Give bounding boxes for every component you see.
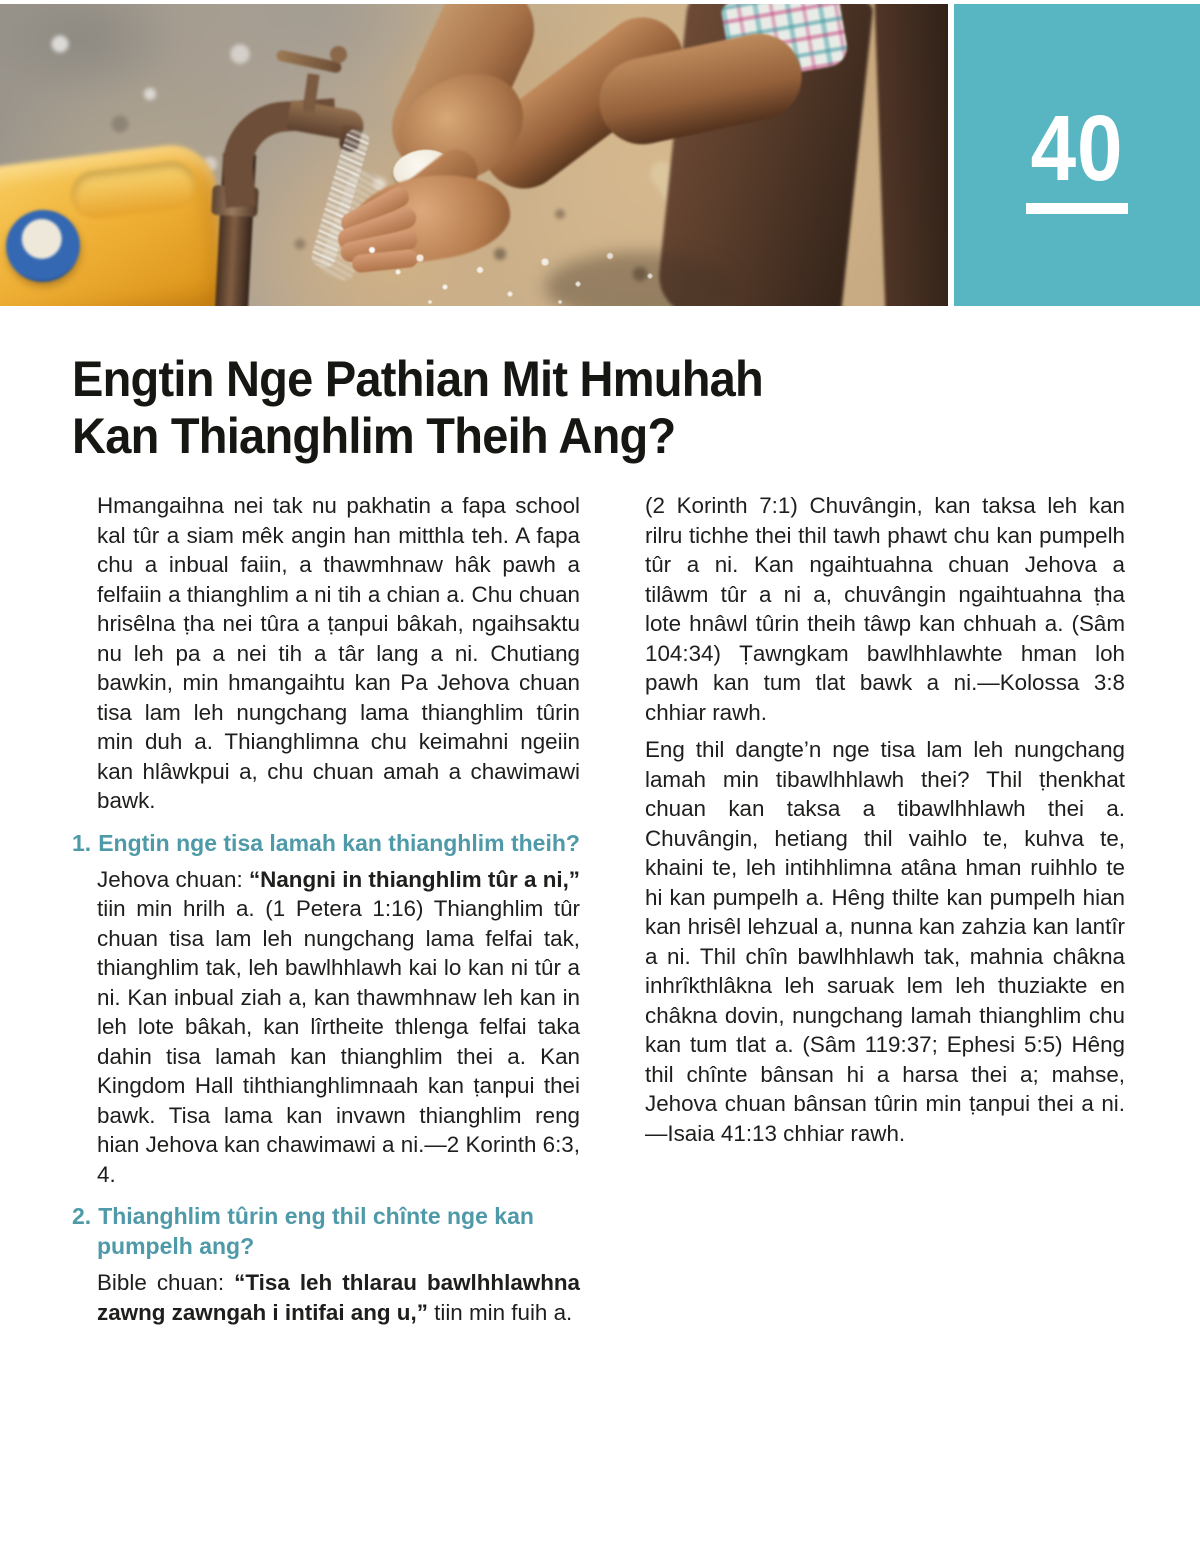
paragraph-1	[97, 865, 580, 1190]
page-title-line-1: Engtin Nge Pathian Mit Hmuhah	[72, 351, 764, 407]
question-2-text: Thianghlim tûrin eng thil chînte nge kan pumpelh ang?	[97, 1203, 534, 1259]
question-1-number: 1.	[72, 829, 92, 856]
scripture-quote: “Tisa leh thlarau bawlhhlawhna zawng zawngah i intifai ang u,”	[97, 1270, 580, 1325]
intro-paragraph: Hmangaihna nei tak nu pakhatin a fapa school kal tûr a siam mêk angin han mitthla teh. A fapa chu a inbual faiin, a thawmhnaw hâk pawh a felfaiin a thianghlim a ni tih a chian a. Chu chuan hrisêlna ṭha nei tûra a ṭanpui bâkah, ngaihsaktu nu leh pa a nei tih a târ lang a ni. Chutiang bawkin, min hmangaihtu kan Pa Jehova chuan tisa lam leh nungchang lama thianghlim tûrin min duh a. Thianghlimna chu keimahni ngeiin kan hlâwkpui a, chu chuan amah a chawimawi bawk.	[97, 493, 580, 813]
chapter-number: 40	[1030, 96, 1124, 200]
paragraph-3: Eng thil dangte’n nge tisa lam leh nungchang lamah min tibawlhhlawh thei? Thil ṭhenkhat chuan kan taksa a tibawlhhlawh thei a. Chuvângin, hetiang thil vaihlo te, kuhva te, khaini te, leh intihhlimna atâna hman ruihhlo te hi kan pumpelh a. Hêng thilte kan pumpelh hian kan hrisêl lehzual a, nunna kan zahzia kan lantîr a ni. Thil chîn bawlhhlawh tak, mahnia châkna inhrîkthlâkna leh saruak lem leh thuziakte en châkna dovin, nungchang lamah thianghlim chu kan tum tlat a. (Sâm 119:37; Ephesi 5:5) Hêng thil chînte bânsan hi a harsa thei a; mahse, Jehova chuan bânsan tûrin min ṭanpui thei a ni.—Isaia 41:13 chhiar rawh.	[645, 737, 1125, 1146]
lesson-photo	[0, 4, 948, 306]
right-column	[645, 491, 1125, 1156]
water-droplets	[350, 232, 690, 306]
page-title	[72, 351, 937, 465]
scripture-quote: “Nangni in thianghlim tûr a ni,”	[248, 866, 581, 892]
question-1-text: Engtin nge tisa lamah kan thianghlim theih?	[98, 829, 580, 856]
left-column	[72, 491, 580, 1335]
tap-handle-knob	[330, 46, 347, 63]
text-run: Jehova chuan:	[97, 866, 249, 892]
chapter-underline	[1026, 203, 1128, 214]
page-title-line-2: Kan Thianghlim Theih Ang?	[72, 408, 676, 464]
chapter-number-badge	[954, 4, 1200, 306]
question-1-heading	[72, 828, 580, 858]
question-2-heading	[72, 1201, 580, 1261]
paragraph-2-continued: (2 Korinth 7:1) Chuvângin, kan taksa leh kan rilru tichhe thei thil tawh phawt chu kan pumpelh tûr a ni. Kan ngaihtuahna chuan Jehova a tilâwm tûr a ni a, chuvângin ngaihtuahna ṭha lote hnâwl tûrin theih tâwp kan chhuah a. (Sâm 104:34) Ṭawngkam bawlhhlawhte hman loh pawh kan tum tlat bawk a ni.—Kolossa 3:8 chhiar rawh.	[645, 493, 1125, 725]
question-2-number: 2.	[72, 1203, 92, 1229]
paragraph-2	[97, 1268, 580, 1327]
text-run: tiin min fuih a.	[427, 1299, 573, 1325]
text-run: tiin min hrilh a. (1 Petera 1:16) Thianghlim tûr chuan tisa lam leh nungchang lama felfai tak, thianghlim tak, leh bawlhhlawh kai lo kan ni tûr a ni. Kan inbual ziah a, kan thawmhnaw leh kan in leh lote bâkah, kan lîrtheite thlenga felfai taka dahin tisa lamah kan thianghlim thei a. Kan Kingdom Hall tihthianghlimnaah kan ṭanpui thei bawk. Tisa lama kan invawn thianghlim reng hian Jehova kan chawimawi a ni.—2 Korinth 6:3, 4.	[97, 896, 580, 1187]
text-run: Bible chuan:	[97, 1270, 235, 1295]
